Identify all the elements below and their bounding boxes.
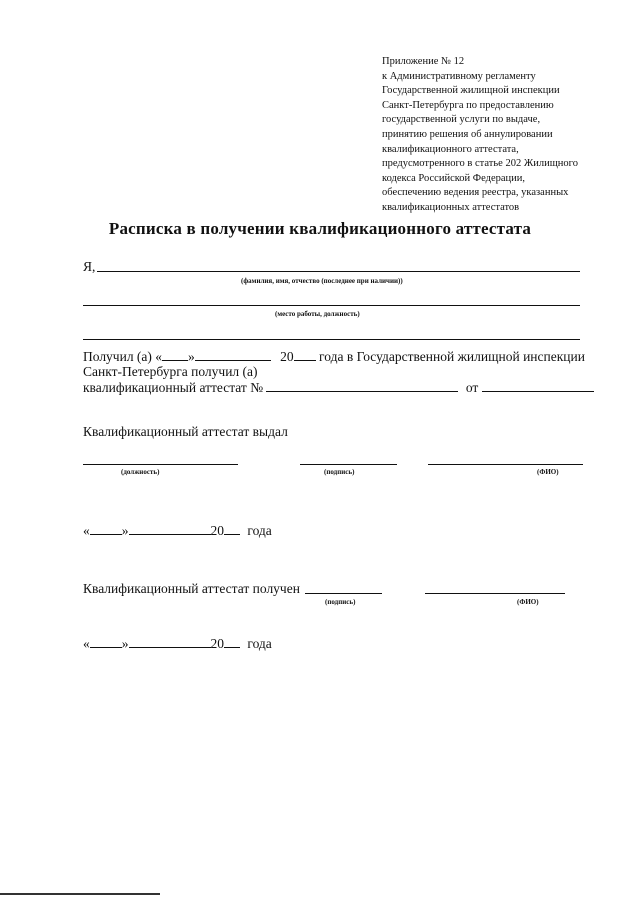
receiver-fio-caption: (ФИО) bbox=[517, 598, 539, 606]
date-open-2: « bbox=[83, 636, 90, 651]
year-field[interactable] bbox=[294, 348, 316, 361]
appendix-line: квалификационных аттестатов bbox=[382, 201, 520, 213]
appendix-line: к Административному регламенту bbox=[382, 70, 536, 82]
date-close-2: » bbox=[121, 636, 129, 651]
date-suffix: года bbox=[247, 523, 272, 538]
issue-date-row bbox=[83, 522, 272, 539]
issuer-fio-caption: (ФИО) bbox=[537, 468, 559, 476]
issue-month-field[interactable] bbox=[129, 522, 211, 535]
date-year: 20 bbox=[210, 523, 224, 538]
received-line-1 bbox=[83, 348, 585, 365]
appendix-line: обеспечению ведения реестра, указанных bbox=[382, 187, 569, 199]
receiver-signature-caption: (подпись) bbox=[325, 598, 356, 606]
appendix-line: кодекса Российской Федерации, bbox=[382, 172, 526, 184]
issuer-signature-caption: (подпись) bbox=[324, 468, 355, 476]
ya-label: Я, bbox=[83, 259, 96, 274]
date-year-2: 20 bbox=[210, 636, 224, 651]
received-text-c: 20 bbox=[280, 349, 294, 364]
received-line-2: Санкт-Петербурга получил (а) bbox=[83, 364, 258, 379]
date-suffix-2: года bbox=[247, 636, 272, 651]
received-from: от bbox=[465, 380, 479, 395]
month-field[interactable] bbox=[195, 348, 271, 361]
issue-day-field[interactable] bbox=[90, 522, 122, 535]
appendix-line: государственной услуги по выдаче, bbox=[382, 114, 541, 126]
issuer-position-caption: (должность) bbox=[121, 468, 160, 476]
appendix-line: Приложение № 12 bbox=[382, 56, 465, 67]
document-title: Расписка в получении квалификационного аттестата bbox=[108, 219, 532, 238]
appendix-line: Государственной жилищной инспекции bbox=[382, 85, 560, 97]
appendix-line: Санкт-Петербурга по предоставлению bbox=[382, 99, 554, 111]
issue-year-field[interactable] bbox=[224, 522, 240, 535]
appendix-line: предусмотренного в статье 202 Жилищного bbox=[382, 158, 578, 170]
work-extra-line[interactable] bbox=[83, 339, 580, 340]
issuer-position-line[interactable] bbox=[83, 464, 238, 465]
appendix-block bbox=[382, 55, 612, 216]
issuer-fio-line[interactable] bbox=[428, 464, 583, 465]
attestat-number-field[interactable] bbox=[266, 379, 458, 392]
receive-year-field[interactable] bbox=[224, 635, 240, 648]
appendix-line: квалификационного аттестата, bbox=[382, 143, 519, 155]
received-label: Квалификационный аттестат получен bbox=[83, 581, 300, 596]
date-close: » bbox=[121, 523, 129, 538]
day-field[interactable] bbox=[162, 348, 188, 361]
date-open: « bbox=[83, 523, 90, 538]
received-text-3: квалификационный аттестат № bbox=[83, 380, 264, 395]
received-line-3 bbox=[83, 379, 594, 396]
attestat-date-field[interactable] bbox=[482, 379, 594, 392]
issuer-signature-line[interactable] bbox=[300, 464, 397, 465]
receive-month-field[interactable] bbox=[129, 635, 211, 648]
received-text-b: » bbox=[188, 349, 195, 364]
work-caption: (место работы, должность) bbox=[275, 310, 360, 318]
fio-field-line[interactable] bbox=[97, 271, 580, 272]
receiver-signature-line[interactable] bbox=[305, 593, 382, 594]
fio-caption: (фамилия, имя, отчество (последнее при наличии)) bbox=[241, 277, 403, 285]
issued-label: Квалификационный аттестат выдал bbox=[83, 424, 288, 439]
received-text-d: года в Государственной жилищной инспекции bbox=[319, 349, 585, 364]
receive-day-field[interactable] bbox=[90, 635, 122, 648]
work-field-line[interactable] bbox=[83, 305, 580, 306]
receive-date-row bbox=[83, 635, 272, 652]
scan-edge-line bbox=[0, 893, 160, 895]
appendix-line: принятию решения об аннулировании bbox=[382, 128, 553, 140]
received-text-a: Получил (а) « bbox=[83, 349, 163, 364]
receiver-fio-line[interactable] bbox=[425, 593, 565, 594]
